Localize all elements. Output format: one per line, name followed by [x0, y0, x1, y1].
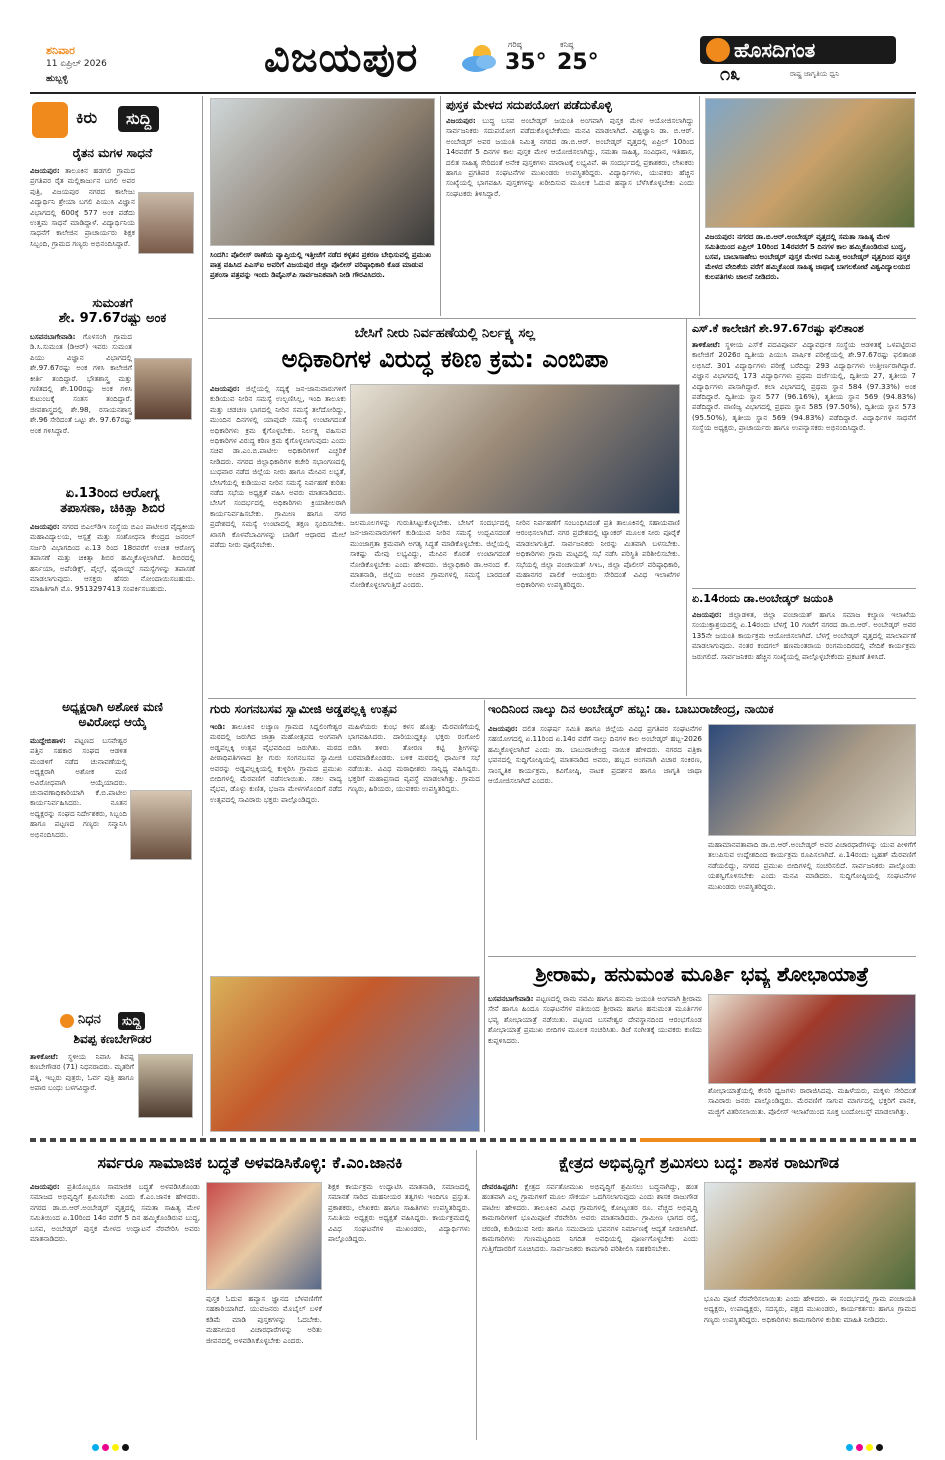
city-title: ವಿಜಯಪುರ	[264, 35, 419, 81]
brief-1	[30, 146, 195, 296]
palanquin-photo	[210, 976, 480, 1132]
kirusuddi-label-b: ಸುದ್ದಿ	[118, 106, 159, 132]
procession-photo	[708, 994, 916, 1084]
registration-marks-left	[92, 1444, 152, 1452]
top-rule-1	[440, 96, 441, 316]
ambedkar-jayanti-story	[692, 592, 916, 694]
brief-3-title-2: ತಪಾಸಣಾ, ಚಿಕಿತ್ಸಾ ಶಿಬಿರ	[60, 501, 165, 516]
brief-2-body: ಬಸವನಬಾಗೇವಾಡಿ: ಗೊಳಸಂಗಿ ಗ್ರಾಮದ ಡಿ.ಸಿ.ಸುಮಂತ (ಡಿಆರ್) ಇವರು ಸುಮಂತ ಪಿಯು ವಿಜ್ಞಾನ ವಿಭಾಗದಲ್ಲಿ ಶೇ.97.67ರಷ್ಟು ಅಂಕ ಗಳಿಸಿ ಕಾಲೇಜಿಗೆ ಕೀರ್ತಿ ತಂದಿದ್ದಾರೆ. ಭೌತಶಾಸ್ತ್ರ ಮತ್ತು ಗಣಿತದಲ್ಲಿ ಶೇ.100ರಷ್ಟು ಅಂಕ ಗಳಿಸಿ ಕುಟುಂಬಕ್ಕೆ ಸಂತಸ ತಂದಿದ್ದಾರೆ. ಜೀವಶಾಸ್ತ್ರದಲ್ಲಿ ಶೇ.98, ರಸಾಯನಶಾಸ್ತ್ರ ಶೇ.96 ಸೇರಿದಂತೆ ಒಟ್ಟು ಶೇ. 97.67ರಷ್ಟು ಅಂಕ ಗಳಿಸಿದ್ದಾರೆ.	[30, 332, 132, 435]
brief-2-photo	[134, 358, 192, 420]
temp-min-label: ಕನಿಷ್ಠ	[560, 40, 574, 49]
book-fair-story	[446, 98, 694, 316]
sk-college-story	[692, 322, 916, 586]
ambedkar-fest-body-2: ಮಹಾಮಾನವತಾವಾದಿ ಡಾ.ಬಿ.ಆರ್.ಅಂಬೇಡ್ಕರ್ ಅವರ ವಿಚಾರಧಾರೆಗಳನ್ನು ಯುವ ಪೀಳಿಗೆಗೆ ತಲುಪಿಸುವ ಉದ್ದೇಶದಿಂದ ಕಾರ್ಯಕ್ರಮ ರೂಪಿಸಲಾಗಿದೆ. ಏ.14ರಂದು ಬೃಹತ್ ಮೆರವಣಿಗೆ ನಡೆಯಲಿದ್ದು, ನಗರದ ಪ್ರಮುಖ ಬೀದಿಗಳಲ್ಲಿ ಸಂಚರಿಸಲಿದೆ. ಸಾರ್ವಜನಿಕರು ಪಾಲ್ಗೊಂಡು ಯಶಸ್ವಿಗೊಳಿಸಬೇಕು ಎಂದು ಮನವಿ ಮಾಡಿದರು. ಸುದ್ದಿಗೋಷ್ಠಿಯಲ್ಲಿ ಸಂಘಟನೆಗಳ ಮುಖಂಡರು ಉಪಸ್ಥಿತರಿದ್ದರು.	[708, 840, 916, 891]
ambedkar-fest-photo	[708, 724, 916, 836]
janaki-title: ಸರ್ವರೂ ಸಾಮಾಜಿಕ ಬದ್ಧತೆ ಅಳವಡಿಸಿಕೊಳ್ಳಿ: ಕೆ.ಎಂ.ಜಾನಕಿ	[97, 1153, 403, 1172]
ambedkar-fest-title: ಇಂದಿನಿಂದ ನಾಲ್ಕು ದಿನ ಅಂಬೇಡ್ಕರ್ ಹಬ್ಬ: ಡಾ. ಬಾಬುರಾಜೇಂದ್ರ, ನಾಯಿಕ	[488, 702, 774, 716]
brief-4-title-1: ಅಧ್ಯಕ್ಷರಾಗಿ ಅಶೋಕ ಮಣಿ	[62, 700, 163, 714]
janaki-body-3: ಶಿಕ್ಷಕ ಕಾರ್ಯಕ್ರಮ ಉದ್ಘಾಟಿಸಿ ಮಾತನಾಡಿ, ಸಮಾಜದಲ್ಲಿ ಸಮಾನತೆ ಸಾರಿದ ಮಹನೀಯರ ತತ್ವಗಳು ಇಂದಿಗೂ ಪ್ರಸ್ತುತ. ಪ್ರಕಾಶಕರು, ಲೇಖಕರು ಹಾಗೂ ಸಾಹಿತಿಗಳು ಉಪಸ್ಥಿತರಿದ್ದರು. ಸಮಿತಿಯ ಅಧ್ಯಕ್ಷರು ಅಧ್ಯಕ್ಷತೆ ವಹಿಸಿದ್ದರು. ಕಾರ್ಯಕ್ರಮದಲ್ಲಿ ವಿವಿಧ ಸಂಘಟನೆಗಳ ಮುಖಂಡರು, ವಿದ್ಯಾರ್ಥಿಗಳು ಪಾಲ್ಗೊಂಡಿದ್ದರು.	[328, 1182, 470, 1244]
lead-kicker: ಬೇಸಿಗೆ ನೀರು ನಿರ್ವಹಣೆಯಲ್ಲಿ ನಿರ್ಲಕ್ಷ್ಯ ಸಲ್ಲ	[354, 326, 536, 341]
hand-icon	[32, 102, 68, 138]
lead-kicker-wrap	[210, 322, 680, 342]
brief-2-title-1: ಸುಮಂತಗೆ	[92, 296, 133, 310]
header-day: ಶನಿವಾರ	[46, 44, 75, 57]
brief-3	[30, 486, 195, 696]
janaki-story	[30, 1150, 470, 1440]
temp-max: 35°	[505, 50, 547, 75]
palanquin-title: ಗುರು ಸಂಗನಬಸವ ಸ್ವಾಮೀಜಿ ಅಡ್ಡಪಲ್ಲಕ್ಕಿ ಉತ್ಸವ	[210, 702, 397, 716]
brief-1-title: ರೈತನ ಮಗಳ ಸಾಧನೆ	[72, 146, 153, 160]
brief-4-title-2: ಅವಿರೋಧ ಆಯ್ಕೆ	[78, 715, 147, 729]
obituary-body: ತಾಳಿಕೋಟೆ: ಸ್ಥಳೀಯ ನಿವಾಸಿ ಶಿವಪ್ಪ ಕಣಬೇಗೌಡರ (71) ನಿಧನರಾದರು. ಮೃತರಿಗೆ ಪತ್ನಿ, ಇಬ್ಬರು ಪುತ್ರರು, ಓರ್ವ ಪುತ್ರಿ ಹಾಗೂ ಅಪಾರ ಬಂಧು ಬಳಗವಿದ್ದಾರೆ.	[30, 1052, 134, 1093]
police-award-photo	[210, 98, 435, 246]
janaki-body-1: ವಿಜಯಪುರ: ಪ್ರತಿಯೊಬ್ಬರೂ ಸಾಮಾಜಿಕ ಬದ್ಧತೆ ಅಳವಡಿಸಿಕೊಂಡು ಸಮಾಜದ ಅಭಿವೃದ್ಧಿಗೆ ಶ್ರಮಿಸಬೇಕು ಎಂದು ಕೆ.ಎಂ.ಜಾನಕಿ ಹೇಳಿದರು. ನಗರದ ಡಾ.ಬಿ.ಆರ್.ಅಂಬೇಡ್ಕರ್ ವೃತ್ತದಲ್ಲಿ ಸಮತಾ ಸಾಹಿತ್ಯ ಮೇಳ ಸಮಿತಿಯಿಂದ ಏ.10ರಿಂದ 14ರ ವರೆಗೆ 5 ದಿನ ಹಮ್ಮಿಕೊಂಡಿರುವ ಬುದ್ಧ, ಬಸವ, ಅಂಬೇಡ್ಕರ್ ಪುಸ್ತಕ ಮೇಳದ ಉದ್ಘಾಟನೆ ನೆರವೇರಿಸಿ ಅವರು ಮಾತನಾಡಿದರು.	[30, 1182, 200, 1244]
brief-2-title-2: ಶೇ. 97.67ರಷ್ಟು ಅಂಕ	[58, 311, 167, 326]
temp-min: 25°	[557, 50, 599, 75]
janaki-body-2: ಪುಸ್ತಕ ಓದುವ ಹವ್ಯಾಸ ಜ್ಞಾನದ ಬೆಳವಣಿಗೆಗೆ ಸಹಕಾರಿಯಾಗಿದೆ. ಯುವಜನರು ಮೊಬೈಲ್ ಬಳಕೆ ಕಡಿಮೆ ಮಾಡಿ ಪುಸ್ತಕಗಳನ್ನು ಓದಬೇಕು. ಮಹನೀಯರ ವಿಚಾರಧಾರೆಗಳನ್ನು ಅರಿತು ಜೀವನದಲ್ಲಿ ಅಳವಡಿಸಿಕೊಳ್ಳಬೇಕು ಎಂದರು.	[206, 1294, 322, 1345]
ambedkar-fest-body-1: ವಿಜಯಪುರ: ದಲಿತ ಸಂಘರ್ಷ ಸಮಿತಿ ಹಾಗೂ ಜಿಲ್ಲೆಯ ವಿವಿಧ ಪ್ರಗತಿಪರ ಸಂಘಟನೆಗಳ ಸಹಯೋಗದಲ್ಲಿ ಏ.11ರಿಂದ ಏ.14ರ ವರೆಗೆ ನಾಲ್ಕು ದಿನಗಳ ಕಾಲ ಅಂಬೇಡ್ಕರ್ ಹಬ್ಬ-2026 ಹಮ್ಮಿಕೊಳ್ಳಲಾಗಿದೆ ಎಂದು ಡಾ. ಬಾಬುರಾಜೇಂದ್ರ ನಾಯಿಕ ಹೇಳಿದರು. ನಗರದ ಪತ್ರಿಕಾ ಭವನದಲ್ಲಿ ಸುದ್ದಿಗೋಷ್ಠಿಯಲ್ಲಿ ಮಾತನಾಡಿದ ಅವರು, ಹಬ್ಬದ ಅಂಗವಾಗಿ ವಿಚಾರ ಸಂಕಿರಣ, ಸಾಂಸ್ಕೃತಿಕ ಕಾರ್ಯಕ್ರಮ, ಕವಿಗೋಷ್ಠಿ, ನಾಟಕ ಪ್ರದರ್ಶನ ಹಾಗೂ ಜಾಗೃತಿ ಜಾಥಾ ಆಯೋಜಿಸಲಾಗಿದೆ ಎಂದರು.	[488, 724, 702, 786]
sk-college-title: ಎಸ್.ಕೆ ಕಾಲೇಜಿಗೆ ಶೇ.97.67ರಷ್ಟು ಫಲಿತಾಂಶ	[692, 322, 864, 335]
rajugouda-body-3: ಭೂಮಿ ಪೂಜೆ ನೆರವೇರಿಸಲಾಯಿತು ಎಂದು ಹೇಳಿದರು. ಈ ಸಂದರ್ಭದಲ್ಲಿ ಗ್ರಾಮ ಪಂಚಾಯತಿ ಅಧ್ಯಕ್ಷರು, ಉಪಾಧ್ಯಕ್ಷರು, ಸದಸ್ಯರು, ಪಕ್ಷದ ಮುಖಂಡರು, ಕಾರ್ಯಕರ್ತರು ಹಾಗೂ ಗ್ರಾಮದ ಗಣ್ಯರು ಉಪಸ್ಥಿತರಿದ್ದರು. ಅಧಿಕಾರಿಗಳು ಕಾಮಗಾರಿಗಳ ಕುರಿತು ಮಾಹಿತಿ ನೀಡಿದರು.	[704, 1294, 916, 1324]
brief-2	[30, 296, 195, 482]
palanquin-body-2: ಮಹಿಳೆಯರು ಕುಂಭ ಕಳಸ ಹೊತ್ತು ಮೆರವಣಿಗೆಯಲ್ಲಿ ಭಾಗವಹಿಸಿದರು. ದಾರಿಯುದ್ದಕ್ಕೂ ಭಕ್ತರು ರಂಗೋಲಿ ಬಿಡಿಸಿ ತಳಿರು ತೋರಣ ಕಟ್ಟಿ ಶ್ರೀಗಳನ್ನು ಬರಮಾಡಿಕೊಂಡರು. ಬಳಿಕ ಮಠದಲ್ಲಿ ಧಾರ್ಮಿಕ ಸಭೆ ನಡೆಯಿತು. ವಿವಿಧ ಮಠಾಧೀಶರು ಸಾನ್ನಿಧ್ಯ ವಹಿಸಿದ್ದರು. ಭಕ್ತರಿಗೆ ಮಹಾಪ್ರಸಾದ ವ್ಯವಸ್ಥೆ ಮಾಡಲಾಗಿತ್ತು. ಗ್ರಾಮದ ಗಣ್ಯರು, ಹಿರಿಯರು, ಯುವಕರು ಉಪಸ್ಥಿತರಿದ್ದರು.	[348, 722, 480, 794]
procession-story	[488, 960, 916, 1132]
obituary-photo	[138, 1054, 193, 1118]
janaki-photo	[206, 1182, 322, 1290]
section-divider-accent	[640, 1138, 760, 1142]
lead-body-3: ನೀರಿನ ನಿರ್ವಹಣೆಗೆ ಸಂಬಂಧಿಸಿದಂತೆ ಪ್ರತಿ ತಾಲೂಕಿನಲ್ಲಿ ಸಹಾಯವಾಣಿ ಆರಂಭಿಸಲಾಗಿದೆ. ನಗರ ಪ್ರದೇಶದಲ್ಲಿ ಟ್ಯಾಂಕರ್ ಮೂಲಕ ನೀರು ಪೂರೈಕೆ ಮಾಡಲಾಗುತ್ತಿದೆ. ಸಾರ್ವಜನಿಕರು ನೀರನ್ನು ಮಿತವಾಗಿ ಬಳಸಬೇಕು. ಅಧಿಕಾರಿಗಳು ಗ್ರಾಮ ಮಟ್ಟದಲ್ಲಿ ಸಭೆ ನಡೆಸಿ ಪರಿಸ್ಥಿತಿ ಪರಿಶೀಲಿಸಬೇಕು. ಸಭೆಯಲ್ಲಿ ಜಿಲ್ಲಾ ಪಂಚಾಯತ್ ಸಿಇಒ, ಜಿಲ್ಲಾ ಪೊಲೀಸ್ ವರಿಷ್ಠಾಧಿಕಾರಿ, ಮಹಾನಗರ ಪಾಲಿಕೆ ಆಯುಕ್ತರು ಸೇರಿದಂತೆ ವಿವಿಧ ಇಲಾಖೆಗಳ ಅಧಿಕಾರಿಗಳು ಉಪಸ್ಥಿತರಿದ್ದರು.	[516, 518, 680, 590]
book-fair-body: ವಿಜಯಪುರ: ಬುದ್ಧ ಬಸವ ಅಂಬೇಡ್ಕರ್ ಜಯಂತಿ ಅಂಗವಾಗಿ ಪುಸ್ತಕ ಮೇಳ ಆಯೋಜಿಸಲಾಗಿದ್ದು ಸಾರ್ವಜನಿಕರು ಸದುಪಯೋಗ ಪಡೆದುಕೊಳ್ಳಬೇಕೆಂದು ಮನವಿ ಮಾಡಲಾಗಿದೆ. ವಿಶ್ವಜ್ಞಾನಿ ಡಾ. ಬಿ.ಆರ್. ಅಂಬೇಡ್ಕರ್ ಅವರ ಜಯಂತಿ ನಿಮಿತ್ತ ನಗರದ ಡಾ.ಬಿ.ಆರ್. ಅಂಬೇಡ್ಕರ್ ವೃತ್ತದಲ್ಲಿ ಏಪ್ರಿಲ್ 10ರಿಂದ 14ರವರೆಗೆ 5 ದಿನಗಳ ಕಾಲ ಪುಸ್ತಕ ಮೇಳ ಆಯೋಜಿಸಲಾಗಿದ್ದು, ಸಮತಾ ಸಾಹಿತ್ಯ, ಸಂವಿಧಾನ, ಇತಿಹಾಸ, ದಲಿತ ಸಾಹಿತ್ಯ ಸೇರಿದಂತೆ ಅನೇಕ ಪುಸ್ತಕಗಳು ಮಾರಾಟಕ್ಕೆ ಲಭ್ಯವಿವೆ. ಈ ಸಂದರ್ಭದಲ್ಲಿ ಪ್ರಕಾಶಕರು, ಲೇಖಕರು ಹಾಗೂ ಪ್ರಗತಿಪರ ಸಂಘಟನೆಗಳ ಮುಖಂಡರು ಉಪಸ್ಥಿತರಿದ್ದರು. ವಿದ್ಯಾರ್ಥಿಗಳು, ಯುವಕರು ಹೆಚ್ಚಿನ ಸಂಖ್ಯೆಯಲ್ಲಿ ಭಾಗವಹಿಸಿ ಪುಸ್ತಕಗಳನ್ನು ಖರೀದಿಸುವ ಮೂಲಕ ಓದುವ ಹವ್ಯಾಸ ಬೆಳೆಸಿಕೊಳ್ಳಬೇಕು ಎಂದು ಸಂಘಟಕರು ತಿಳಿಸಿದ್ದಾರೆ.	[446, 116, 694, 198]
weather-sun-cloud-icon	[460, 40, 500, 74]
brief-4-photo	[130, 790, 192, 860]
left-column-rule	[202, 96, 203, 1136]
police-award-caption: ಸಿಂದಗಿ: ಪೊಲೀಸ್ ಠಾಣೆಯ ವ್ಯಾಪ್ತಿಯಲ್ಲಿ ಇತ್ತೀಚೆಗೆ ನಡೆದ ಕಳ್ಳತನ ಪ್ರಕರಣ ಬೇಧಿಸುವಲ್ಲಿ ಪ್ರಮುಖ ಪಾತ್ರ ವಹಿಸಿದ ಪಿಎಸ್‌ಐ ಅವರಿಗೆ ವಿಜಯಪುರ ಜಿಲ್ಲಾ ಪೊಲೀಸ್ ವರಿಷ್ಠಾಧಿಕಾರಿ ಕೊಡ ಮಾಡುವ ಪ್ರಶಂಸಾ ಪತ್ರವನ್ನು ಇಂದು ಡಿವೈಎಸ್‌ಪಿ ಸಾರ್ವಜನಿಕವಾಗಿ ನೀಡಿ ಗೌರವಿಸಿದರು.	[210, 250, 432, 279]
obituary-name: ಶಿವಪ್ಪ ಕಣಬೇಗೌಡರ	[73, 1032, 152, 1046]
bottom-rule	[476, 1150, 477, 1440]
right-story-rule	[692, 588, 916, 589]
paper-name: ಹೊಸದಿಗಂತ	[734, 38, 816, 62]
ambedkar-jayanti-body: ವಿಜಯಪುರ: ಜಿಲ್ಲಾಡಳಿತ, ಜಿಲ್ಲಾ ಪಂಚಾಯತ್ ಹಾಗೂ ಸಮಾಜ ಕಲ್ಯಾಣ ಇಲಾಖೆಯ ಸಂಯುಕ್ತಾಶ್ರಯದಲ್ಲಿ ಏ.14ರಂದು ಬೆಳಗ್ಗೆ 10 ಗಂಟೆಗೆ ನಗರದ ಡಾ.ಬಿ.ಆರ್. ಅಂಬೇಡ್ಕರ್ ಅವರ 135ನೇ ಜಯಂತಿ ಕಾರ್ಯಕ್ರಮ ಆಯೋಜಿಸಲಾಗಿದೆ. ಬೆಳಗ್ಗೆ ಅಂಬೇಡ್ಕರ್ ವೃತ್ತದಲ್ಲಿ ಮಾಲಾರ್ಪಣೆ ಮಾಡಲಾಗುವುದು. ನಂತರ ಕಂದಗಲ್ ಹಣಮಂತರಾಯ ರಂಗಮಂದಿರದಲ್ಲಿ ವೇದಿಕೆ ಕಾರ್ಯಕ್ರಮ ಜರುಗಲಿದೆ. ಸಾರ್ವಜನಿಕರು ಹೆಚ್ಚಿನ ಸಂಖ್ಯೆಯಲ್ಲಿ ಪಾಲ್ಗೊಳ್ಳಬೇಕೆಂದು ಪ್ರಕಟಣೆ ತಿಳಿಸಿದೆ.	[692, 610, 916, 661]
obituary	[30, 1032, 195, 1132]
temp-max-label: ಗರಿಷ್ಠ	[508, 40, 522, 49]
header-place: ಹುಬ್ಬಳ್ಳಿ	[46, 74, 68, 84]
brief-3-body: ವಿಜಯಪುರ: ನಗರದ ಬಿಎಲ್‌ಡಿಇ ಸಂಸ್ಥೆಯ ಬಿಎಂ ಪಾಟೀಲರ ವೈದ್ಯಕೀಯ ಮಹಾವಿದ್ಯಾಲಯ, ಆಸ್ಪತ್ರೆ ಮತ್ತು ಸಂಶೋಧನಾ ಕೇಂದ್ರದ ಜನರಲ್ ಸರ್ಜರಿ ವಿಭಾಗದಿಂದ ಏ.13 ರಿಂದ 18ರವರೆಗೆ ಉಚಿತ ಆರೋಗ್ಯ ತಪಾಸಣೆ ಮತ್ತು ಚಿಕಿತ್ಸಾ ಶಿಬಿರ ಹಮ್ಮಿಕೊಳ್ಳಲಾಗಿದೆ. ಶಿಬಿರದಲ್ಲಿ ಹರ್ನಿಯಾ, ಅಪೆಂಡಿಕ್ಸ್, ಪೈಲ್ಸ್, ಥೈರಾಯ್ಡ್ ಸಮಸ್ಯೆಗಳನ್ನು ತಪಾಸಣೆ ಮಾಡಲಾಗುವುದು. ಆಸಕ್ತರು ಹೆಸರು ನೋಂದಾಯಿಸಬಹುದು. ಮಾಹಿತಿಗಾಗಿ ಮೊ. 9513297413 ಸಂಪರ್ಕಿಸಬಹುದು.	[30, 522, 195, 594]
lead-body-2: ಜಲಮೂಲಗಳನ್ನು ಗುರುತಿಸಿಟ್ಟುಕೊಳ್ಳಬೇಕು. ಬೇಸಿಗೆ ಸಂದರ್ಭದಲ್ಲಿ ಜನ-ಜಾನುವಾರುಗಳಿಗೆ ಕುಡಿಯುವ ನೀರಿನ ಸಮಸ್ಯೆ ಉದ್ಭವಿಸದಂತೆ ಮುಂಜಾಗ್ರತಾ ಕ್ರಮವಾಗಿ ಅಗತ್ಯ ಸಿದ್ಧತೆ ಮಾಡಿಕೊಳ್ಳಬೇಕು. ಜಿಲ್ಲೆಯಲ್ಲಿ ಸಾಕಷ್ಟು ಮೇವು ಲಭ್ಯವಿದ್ದು, ಮೇವಿನ ಕೊರತೆ ಉಂಟಾಗದಂತೆ ನೋಡಿಕೊಳ್ಳಬೇಕು ಎಂದು ಹೇಳಿದರು. ಜಿಲ್ಲಾಧಿಕಾರಿ ಡಾ.ಆನಂದ ಕೆ. ಮಾತನಾಡಿ, ಜಿಲ್ಲೆಯ ಅಂಚಿನ ಗ್ರಾಮಗಳಲ್ಲಿ ಸಮಸ್ಯೆ ಬಾರದಂತೆ ನೋಡಿಕೊಳ್ಳಲಾಗುತ್ತಿದೆ ಎಂದರು.	[350, 518, 510, 590]
sk-college-body: ತಾಳಿಕೋಟೆ: ಸ್ಥಳೀಯ ಎಸ್‌ಕೆ ಪದವಿಪೂರ್ವ ವಿದ್ಯಾವರ್ಧಕ ಸಂಸ್ಥೆಯ ಆಡಳಿತಕ್ಕೆ ಒಳಪಟ್ಟಿರುವ ಕಾಲೇಜಿಗೆ 2026ರ ದ್ವಿತೀಯ ಪಿಯುಸಿ ವಾರ್ಷಿಕ ಪರೀಕ್ಷೆಯಲ್ಲಿ ಶೇ.97.67ರಷ್ಟು ಫಲಿತಾಂಶ ಲಭಿಸಿದೆ. 301 ವಿದ್ಯಾರ್ಥಿಗಳು ಪರೀಕ್ಷೆ ಬರೆದಿದ್ದು 293 ವಿದ್ಯಾರ್ಥಿಗಳು ಉತ್ತೀರ್ಣರಾಗಿದ್ದಾರೆ. ವಿಜ್ಞಾನ ವಿಭಾಗದಲ್ಲಿ 173 ವಿದ್ಯಾರ್ಥಿಗಳು ಪ್ರಥಮ ದರ್ಜೆಯಲ್ಲಿ, ದ್ವಿತೀಯ 27, ತೃತೀಯ 7 ವಿದ್ಯಾರ್ಥಿಗಳು ಪಾಸಾಗಿದ್ದಾರೆ. ಕಲಾ ವಿಭಾಗದಲ್ಲಿ ಪ್ರಥಮ ಸ್ಥಾನ 584 (97.33%) ಅಂಕ ಪಡೆದಿದ್ದಾರೆ. ದ್ವಿತೀಯ ಸ್ಥಾನ 577 (96.16%), ತೃತೀಯ ಸ್ಥಾನ 569 (94.83%) ಪಡೆದಿದ್ದಾರೆ. ವಾಣಿಜ್ಯ ವಿಭಾಗದಲ್ಲಿ ಪ್ರಥಮ ಸ್ಥಾನ 585 (97.50%), ದ್ವಿತೀಯ ಸ್ಥಾನ 573 (95.50%), ತೃತೀಯ ಸ್ಥಾನ 569 (94.83%) ಪಡೆದಿದ್ದಾರೆ. ವಿದ್ಯಾರ್ಥಿಗಳ ಸಾಧನೆಗೆ ಸಂಸ್ಥೆಯ ಅಧ್ಯಕ್ಷರು, ಪ್ರಾಚಾರ್ಯರು ಹಾಗೂ ಉಪನ್ಯಾಸಕರು ಅಭಿನಂದಿಸಿದ್ದಾರೆ.	[692, 340, 916, 433]
procession-body-1: ಬಸವನಬಾಗೇವಾಡಿ: ಪಟ್ಟಣದಲ್ಲಿ ರಾಮ ನವಮಿ ಹಾಗೂ ಹನುಮ ಜಯಂತಿ ಅಂಗವಾಗಿ ಶ್ರೀರಾಮ ಸೇನೆ ಹಾಗೂ ಹಿಂದೂ ಸಂಘಟನೆಗಳ ವತಿಯಿಂದ ಶ್ರೀರಾಮ ಹಾಗೂ ಹನುಮಂತ ಮೂರ್ತಿಗಳ ಭವ್ಯ ಶೋಭಾಯಾತ್ರೆ ನಡೆಯಿತು. ಪಟ್ಟಣದ ಬಸವೇಶ್ವರ ದೇವಸ್ಥಾನದಿಂದ ಆರಂಭಗೊಂಡ ಶೋಭಾಯಾತ್ರೆ ಪ್ರಮುಖ ಬೀದಿಗಳ ಮೂಲಕ ಸಂಚರಿಸಿತು. ಡಿಜೆ ಸಂಗೀತಕ್ಕೆ ಯುವಕರು ಕುಣಿದು ಕುಪ್ಪಳಿಸಿದರು.	[488, 994, 702, 1045]
book-fair-rally-caption: ವಿಜಯಪುರ: ನಗರದ ಡಾ.ಬಿ.ಆರ್.ಅಂಬೇಡ್ಕರ್ ವೃತ್ತದಲ್ಲಿ ಸಮತಾ ಸಾಹಿತ್ಯ ಮೇಳ ಸಮಿತಿಯಿಂದ ಏಪ್ರಿಲ್ 10ರಿಂದ 14ರವರೆಗೆ 5 ದಿನಗಳ ಕಾಲ ಹಮ್ಮಿಕೊಂಡಿರುವ ಬುದ್ಧ, ಬಸವ, ಬಾಬಾಸಾಹೇಬ ಅಂಬೇಡ್ಕರ್ ಪುಸ್ತಕ ಮೇಳದ ನಿಮಿತ್ತ ಅಂಬೇಡ್ಕರ್ ವೃತ್ತದಿಂದ ಪುಸ್ತಕ ಮೇಳದ ವೇದಿಕೆಯ ವರೆಗೆ ಹಮ್ಮಿಕೊಂಡ ಸಾಹಿತ್ಯ ಜಾಥಾಕ್ಕೆ ಬಾಗಲಕೋಟೆ ವಿಶ್ವವಿದ್ಯಾಲಯದ ಕುಲಪತಿಗಳು ಚಾಲನೆ ನೀಡಿದರು.	[705, 232, 911, 281]
rajugouda-photo	[704, 1182, 916, 1290]
palanquin-body-1: ಇಂಡಿ: ತಾಲೂಕಿನ ಲಚ್ಯಾಣ ಗ್ರಾಮದ ಸಿದ್ದಲಿಂಗೇಶ್ವರ ಮಠದಲ್ಲಿ ಜರುಗಿದ ಜಾತ್ರಾ ಮಹೋತ್ಸವದ ಅಂಗವಾಗಿ ಅಡ್ಡಪಲ್ಲಕ್ಕಿ ಉತ್ಸವ ವೈಭವದಿಂದ ಜರುಗಿತು. ಮಠದ ಪೀಠಾಧಿಪತಿಗಳಾದ ಶ್ರೀ ಗುರು ಸಂಗನಬಸವ ಸ್ವಾಮೀಜಿ ಅವರನ್ನು ಅಡ್ಡಪಲ್ಲಕ್ಕಿಯಲ್ಲಿ ಕುಳ್ಳಿರಿಸಿ ಗ್ರಾಮದ ಪ್ರಮುಖ ಬೀದಿಗಳಲ್ಲಿ ಮೆರವಣಿಗೆ ನಡೆಸಲಾಯಿತು. ಸಕಲ ವಾದ್ಯ ವೈಭವ, ಡೊಳ್ಳು ಕುಣಿತ, ಭಜನಾ ಮೇಳಗಳೊಂದಿಗೆ ನಡೆದ ಉತ್ಸವದಲ್ಲಿ ಸಾವಿರಾರು ಭಕ್ತರು ಪಾಲ್ಗೊಂಡಿದ್ದರು.	[210, 722, 342, 804]
rajugouda-story	[482, 1150, 916, 1440]
page-number: ೧೩	[720, 64, 741, 85]
procession-body-2: ಶೋಭಾಯಾತ್ರೆಯಲ್ಲಿ ಕೇಸರಿ ಧ್ವಜಗಳು ರಾರಾಜಿಸಿದವು. ಮಹಿಳೆಯರು, ಮಕ್ಕಳು ಸೇರಿದಂತೆ ಸಾವಿರಾರು ಜನರು ಪಾಲ್ಗೊಂಡಿದ್ದರು. ಮೆರವಣಿಗೆ ಸಾಗುವ ಮಾರ್ಗದಲ್ಲಿ ಭಕ್ತರಿಗೆ ಪಾನಕ, ಮಜ್ಜಿಗೆ ವಿತರಿಸಲಾಯಿತು. ಪೊಲೀಸ್ ಇಲಾಖೆಯಿಂದ ಸೂಕ್ತ ಬಂದೋಬಸ್ತ್ ಮಾಡಲಾಗಿತ್ತು.	[708, 1086, 916, 1116]
top-row-rule	[208, 318, 916, 319]
lead-meeting-photo	[350, 384, 680, 514]
nidhana-label-a: ನಿಧನ	[78, 1012, 101, 1027]
section-divider	[30, 1138, 916, 1142]
brief-4-body: ಮುದ್ದೇಬಿಹಾಳ: ಪಟ್ಟಣದ ಬಸವೇಶ್ವರ ಪತ್ತಿನ ಸಹಕಾರ ಸಂಘದ ಆಡಳಿತ ಮಂಡಳಿಗೆ ನಡೆದ ಚುನಾವಣೆಯಲ್ಲಿ ಅಧ್ಯಕ್ಷರಾಗಿ ಅಶೋಕ ಮಣಿ ಅವಿರೋಧವಾಗಿ ಆಯ್ಕೆಯಾದರು. ಚುನಾವಣಾಧಿಕಾರಿಯಾಗಿ ಕೆ.ಬಿ.ಪಾಟೀಲ ಕಾರ್ಯನಿರ್ವಹಿಸಿದರು. ನೂತನ ಅಧ್ಯಕ್ಷರನ್ನು ಸಂಘದ ನಿರ್ದೇಶಕರು, ಸಿಬ್ಬಂದಿ ಹಾಗೂ ಪಟ್ಟಣದ ಗಣ್ಯರು ಸನ್ಮಾನಿಸಿ ಅಭಿನಂದಿಸಿದರು.	[30, 736, 127, 839]
kirusuddi-badge	[30, 100, 195, 140]
book-fair-rally-photo	[705, 98, 915, 228]
brief-3-title-1: ಏ.13ರಿಂದ ಆರೋಗ್ಯ	[65, 486, 160, 501]
lead-right-rule	[686, 318, 687, 696]
top-rule-2	[699, 96, 700, 316]
nidhana-label-b: ಸುದ್ದಿ	[118, 1012, 145, 1030]
registration-marks-right	[846, 1444, 906, 1452]
lead-bottom-rule	[208, 698, 916, 699]
rajugouda-title: ಕ್ಷೇತ್ರದ ಅಭಿವೃದ್ಧಿಗೆ ಶ್ರಮಿಸಲು ಬದ್ಧ: ಶಾಸಕ ರಾಜುಗೌಡ	[558, 1153, 840, 1172]
ambedkar-jayanti-title: ಏ.14ರಂದು ಡಾ.ಅಂಬೇಡ್ಕರ್ ಜಯಂತಿ	[692, 592, 834, 605]
header-date: 11 ಏಪ್ರಿಲ್ 2026	[46, 59, 107, 69]
paper-tagline: ರಾಷ್ಟ್ರ ಜಾಗೃತಿಯ ಧ್ವನಿ	[790, 70, 840, 78]
book-fair-title: ಪುಸ್ತಕ ಮೇಳದ ಸದುಪಯೋಗ ಪಡೆದುಕೊಳ್ಳಿ	[446, 98, 612, 112]
palanquin-story	[210, 702, 480, 1132]
procession-title: ಶ್ರೀರಾಮ, ಹನುಮಂತ ಮೂರ್ತಿ ಭವ್ಯ ಶೋಭಾಯಾತ್ರೆ	[535, 962, 869, 986]
brief-1-photo	[138, 192, 194, 254]
mid-inner-rule	[488, 956, 916, 957]
kirusuddi-label-a: ಕಿರು	[76, 108, 98, 127]
brief-1-body: ವಿಜಯಪುರ: ತಾಲೂಕಿನ ಹಡಗಲಿ ಗ್ರಾಮದ ಪ್ರಗತಿಪರ ರೈತ ಮಲ್ಲಿಕಾರ್ಜುನ ಬಗಲಿ ಅವರ ಪುತ್ರಿ, ವಿಜಯಪುರ ನಗರದ ಕಾಲೇಜು ವಿದ್ಯಾರ್ಥಿನಿ ಶ್ರೇಯಾ ಬಗಲಿ ಪಿಯುಸಿ ವಿಜ್ಞಾನ ವಿಭಾಗದಲ್ಲಿ 600ಕ್ಕೆ 577 ಅಂಕ ಪಡೆದು ಉತ್ತಮ ಸಾಧನೆ ಮಾಡಿದ್ದಾಳೆ. ವಿದ್ಯಾರ್ಥಿನಿಯ ಸಾಧನೆಗೆ ಕಾಲೇಜಿನ ಪ್ರಾಚಾರ್ಯರು ಶಿಕ್ಷಕ ಸಿಬ್ಬಂದಿ, ಗ್ರಾಮದ ಗಣ್ಯರು ಅಭಿನಂದಿಸಿದ್ದಾರೆ.	[30, 166, 135, 248]
masthead	[0, 0, 945, 92]
masthead-rule	[30, 92, 916, 94]
nidhana-badge	[60, 1012, 170, 1032]
brief-4	[30, 700, 195, 1000]
ambedkar-fest-story	[488, 702, 916, 952]
mid-rule	[484, 700, 485, 1132]
lead-body-1: ವಿಜಯಪುರ: ಜಿಲ್ಲೆಯಲ್ಲಿ ಸದ್ಯಕ್ಕೆ ಜನ-ಜಾನುವಾರುಗಳಿಗೆ ಕುಡಿಯುವ ನೀರಿನ ಸಮಸ್ಯೆ ಉಲ್ಬಣಿಸಿಲ್ಲ, ಇಂದಿ ತಾಲೂಕು ಮತ್ತು ಚಡಚಣ ಭಾಗದಲ್ಲಿ ನೀರಿನ ಸಮಸ್ಯೆ ತಲೆದೋರಿದ್ದು, ಮುಂದಿನ ದಿನಗಳಲ್ಲಿ ಯಾವುದೇ ಸಮಸ್ಯೆ ಉಂಟಾಗದಂತೆ ಅಧಿಕಾರಿಗಳು ಕ್ರಮ ಕೈಗೊಳ್ಳಬೇಕು. ನಿರ್ಲಕ್ಷ್ಯ ವಹಿಸುವ ಅಧಿಕಾರಿಗಳ ವಿರುದ್ಧ ಕಠಿಣ ಕ್ರಮ ಕೈಗೊಳ್ಳಲಾಗುವುದು ಎಂದು ಸಚಿವ ಡಾ.ಎಂ.ಬಿ.ಪಾಟೀಲ ಅಧಿಕಾರಿಗಳಿಗೆ ಎಚ್ಚರಿಕೆ ನೀಡಿದರು. ನಗರದ ಜಿಲ್ಲಾಧಿಕಾರಿಗಳ ಕಚೇರಿ ಸಭಾಂಗಣದಲ್ಲಿ ಬುಧವಾರ ನಡೆದ ಜಿಲ್ಲೆಯ ನೀರು ಹಾಗೂ ಮೇವಿನ ಲಭ್ಯತೆ, ಬೇಸಿಗೆಯಲ್ಲಿ ಕುಡಿಯುವ ನೀರಿನ ಸಮಸ್ಯೆ ನಿರ್ವಹಣೆ ಕುರಿತು ನಡೆದ ಸಭೆಯ ಅಧ್ಯಕ್ಷತೆ ವಹಿಸಿ ಅವರು ಮಾತನಾಡಿದರು. ಬೇಸಿಗೆ ಸಂದರ್ಭದಲ್ಲಿ ಅಧಿಕಾರಿಗಳು ಕ್ರಿಯಾಶೀಲರಾಗಿ ಕಾರ್ಯನಿರ್ವಹಿಸಬೇಕು. ಗ್ರಾಮೀಣ ಹಾಗೂ ನಗರ ಪ್ರದೇಶದಲ್ಲಿ ಸಮಸ್ಯೆ ಉಂಟಾದಲ್ಲಿ ತಕ್ಷಣ ಸ್ಪಂದಿಸಬೇಕು. ಖಾಸಗಿ ಕೊಳವೆಬಾವಿಗಳನ್ನು ಬಾಡಿಗೆ ಆಧಾರದ ಮೇಲೆ ಪಡೆದು ನೀರು ಪೂರೈಸಬೇಕು.	[210, 384, 346, 550]
paper-logo-circle	[706, 38, 730, 62]
lead-headline: ಅಧಿಕಾರಿಗಳ ವಿರುದ್ಧ ಕಠಿಣ ಕ್ರಮ: ಎಂಬಿಪಾ	[281, 345, 609, 373]
rajugouda-body-1: ದೇವರಹಿಪ್ಪರಗಿ: ಕ್ಷೇತ್ರದ ಸರ್ವತೋಮುಖ ಅಭಿವೃದ್ಧಿಗೆ ಶ್ರಮಿಸಲು ಬದ್ಧನಾಗಿದ್ದು, ಹಂತ ಹಂತವಾಗಿ ಎಲ್ಲ ಗ್ರಾಮಗಳಿಗೆ ಮೂಲ ಸೌಕರ್ಯ ಒದಗಿಸಲಾಗುವುದು ಎಂದು ಶಾಸಕ ರಾಜುಗೌಡ ಪಾಟೀಲ ಹೇಳಿದರು. ತಾಲೂಕಿನ ವಿವಿಧ ಗ್ರಾಮಗಳಲ್ಲಿ ಕೋಟ್ಯಂತರ ರೂ. ವೆಚ್ಚದ ಅಭಿವೃದ್ಧಿ ಕಾಮಗಾರಿಗಳಿಗೆ ಭೂಮಿಪೂಜೆ ನೆರವೇರಿಸಿ ಅವರು ಮಾತನಾಡಿದರು. ಗ್ರಾಮೀಣ ಭಾಗದ ರಸ್ತೆ, ಚರಂಡಿ, ಕುಡಿಯುವ ನೀರು ಹಾಗೂ ಸಮುದಾಯ ಭವನಗಳ ನಿರ್ಮಾಣಕ್ಕೆ ಆದ್ಯತೆ ನೀಡಲಾಗಿದೆ. ಕಾಮಗಾರಿಗಳು ಗುಣಮಟ್ಟದಿಂದ ನಿಗದಿತ ಅವಧಿಯಲ್ಲಿ ಪೂರ್ಣಗೊಳ್ಳಬೇಕು ಎಂದು ಗುತ್ತಿಗೆದಾರರಿಗೆ ಸೂಚಿಸಿದರು. ಸಾರ್ವಜನಿಕರು ಕಾಮಗಾರಿ ಪರಿಶೀಲಿಸಿ ಸಹಕರಿಸಬೇಕು.	[482, 1182, 698, 1254]
lamp-icon	[60, 1014, 74, 1028]
